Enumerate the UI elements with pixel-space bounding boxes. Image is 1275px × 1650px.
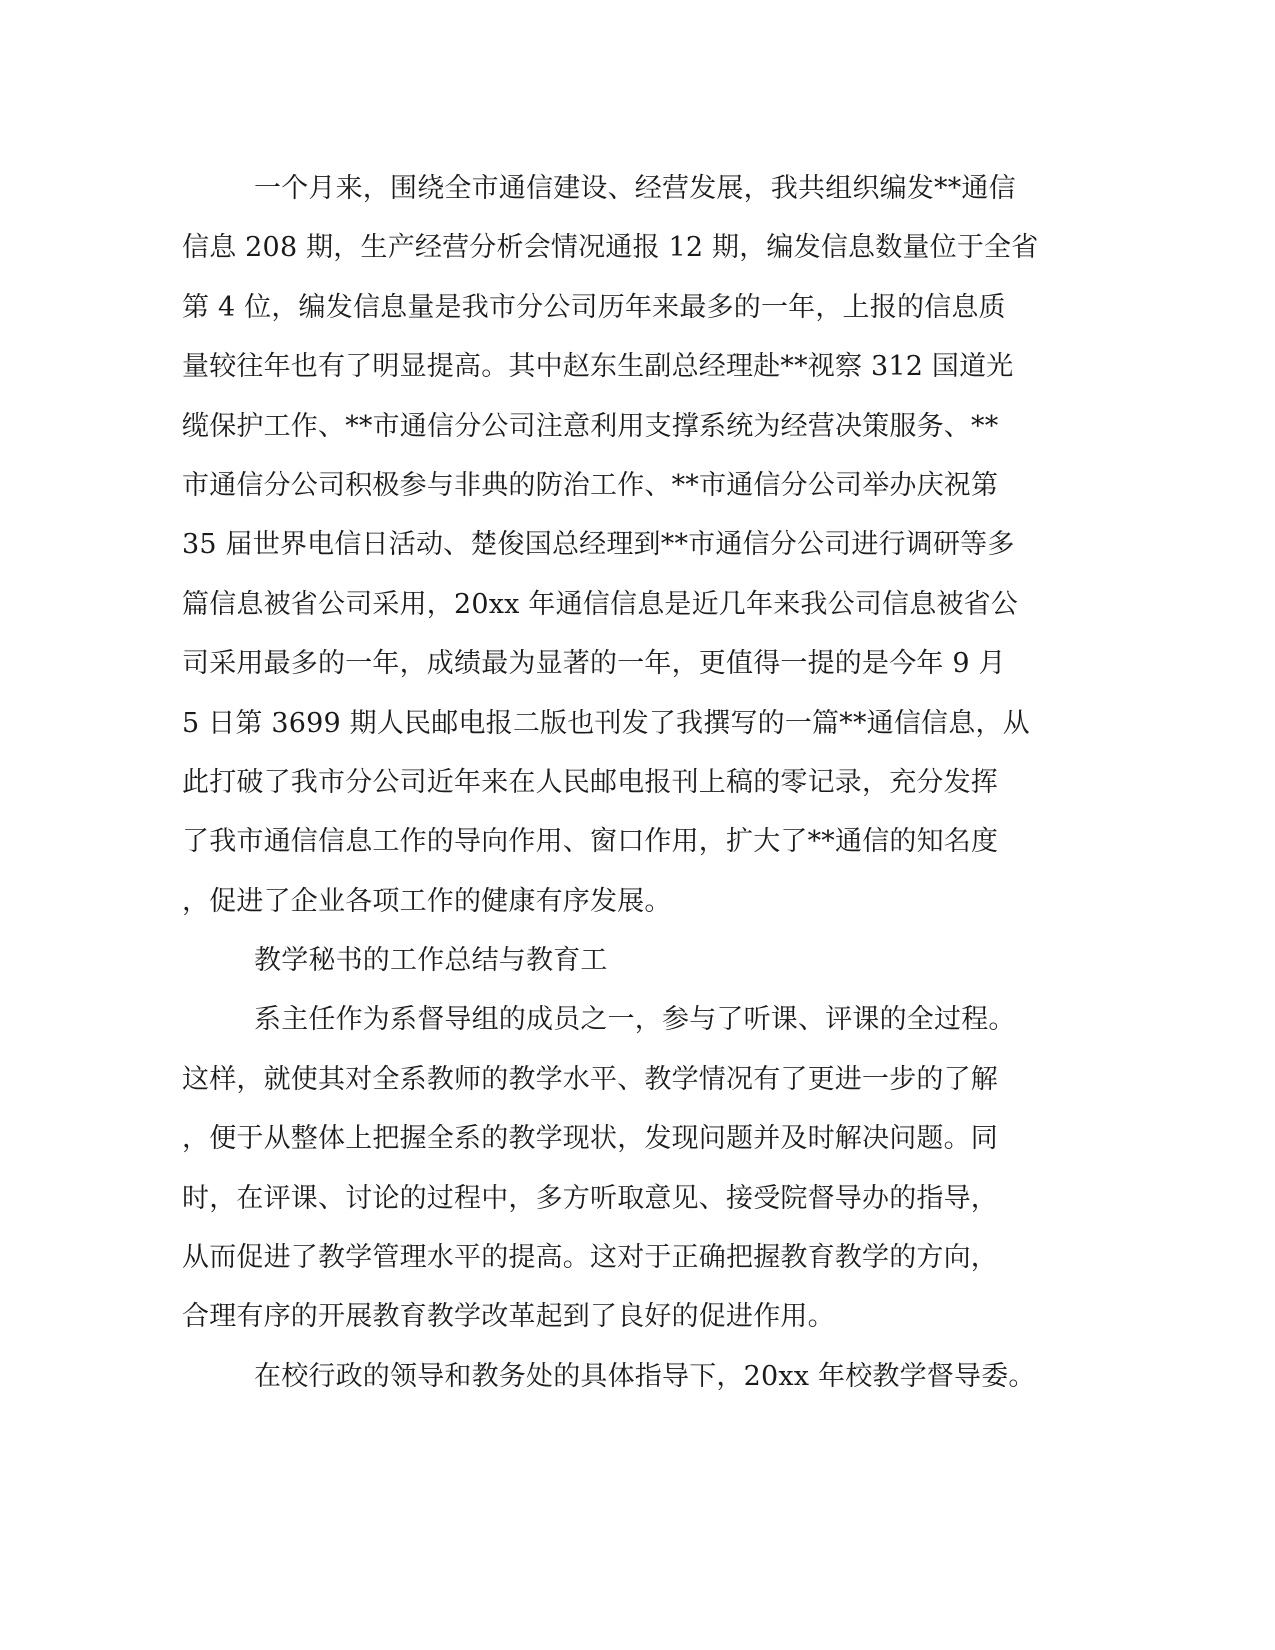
text-line: 从而促进了教学管理水平的提高。这对于正确把握教育教学的方向， bbox=[182, 1242, 998, 1274]
text-line: 系主任作为系督导组的成员之一，参与了听课、评课的全过程。 bbox=[254, 1004, 1016, 1036]
text-line: 了我市通信信息工作的导向作用、窗口作用，扩大了**通信的知名度 bbox=[182, 826, 999, 858]
text-line: ，促进了企业各项工作的健康有序发展。 bbox=[182, 885, 672, 917]
text-line: 时，在评课、讨论的过程中，多方听取意见、接受院督导办的指导， bbox=[182, 1182, 998, 1214]
text-line: 在校行政的领导和教务处的具体指导下，20xx 年校教学督导委。 bbox=[254, 1360, 1036, 1392]
text-line: ，便于从整体上把握全系的教学现状，发现问题并及时解决问题。同 bbox=[182, 1123, 998, 1155]
text-line: 第 4 位，编发信息量是我市分公司历年来最多的一年，上报的信息质 bbox=[182, 291, 1006, 323]
text-line: 一个月来，围绕全市通信建设、经营发展，我共组织编发**通信 bbox=[254, 173, 1016, 204]
text-line: 5 日第 3699 期人民邮电报二版也刊发了我撰写的一篇**通信信息，从 bbox=[182, 707, 1030, 739]
text-line: 司采用最多的一年，成绩最为显著的一年，更值得一提的是今年 9 月 bbox=[182, 648, 1006, 680]
text-line: 篇信息被省公司采用，20xx 年通信信息是近几年来我公司信息被省公 bbox=[182, 588, 1018, 620]
text-line: 市通信分公司积极参与非典的防治工作、**市通信分公司举办庆祝第 bbox=[182, 469, 999, 501]
text-line: 此打破了我市分公司近年来在人民邮电报刊上稿的零记录，充分发挥 bbox=[182, 766, 998, 798]
text-line: 这样，就使其对全系教师的教学水平、教学情况有了更进一步的了解 bbox=[182, 1063, 998, 1095]
section-heading: 教学秘书的工作总结与教育工 bbox=[254, 945, 608, 977]
text-line: 35 届世界电信日活动、楚俊国总经理到**市通信分公司进行调研等多 bbox=[182, 529, 1015, 561]
text-line: 量较往年也有了明显提高。其中赵东生副总经理赴**视察 312 国道光 bbox=[182, 351, 1014, 383]
document-body bbox=[182, 159, 1039, 1406]
text-line: 合理有序的开展教育教学改革起到了良好的促进作用。 bbox=[182, 1301, 835, 1333]
text-line: 信息 208 期，生产经营分析会情况通报 12 期，编发信息数量位于全省 bbox=[182, 232, 1039, 264]
text-line: 缆保护工作、**市通信分公司注意利用支撑系统为经营决策服务、** bbox=[182, 410, 999, 442]
